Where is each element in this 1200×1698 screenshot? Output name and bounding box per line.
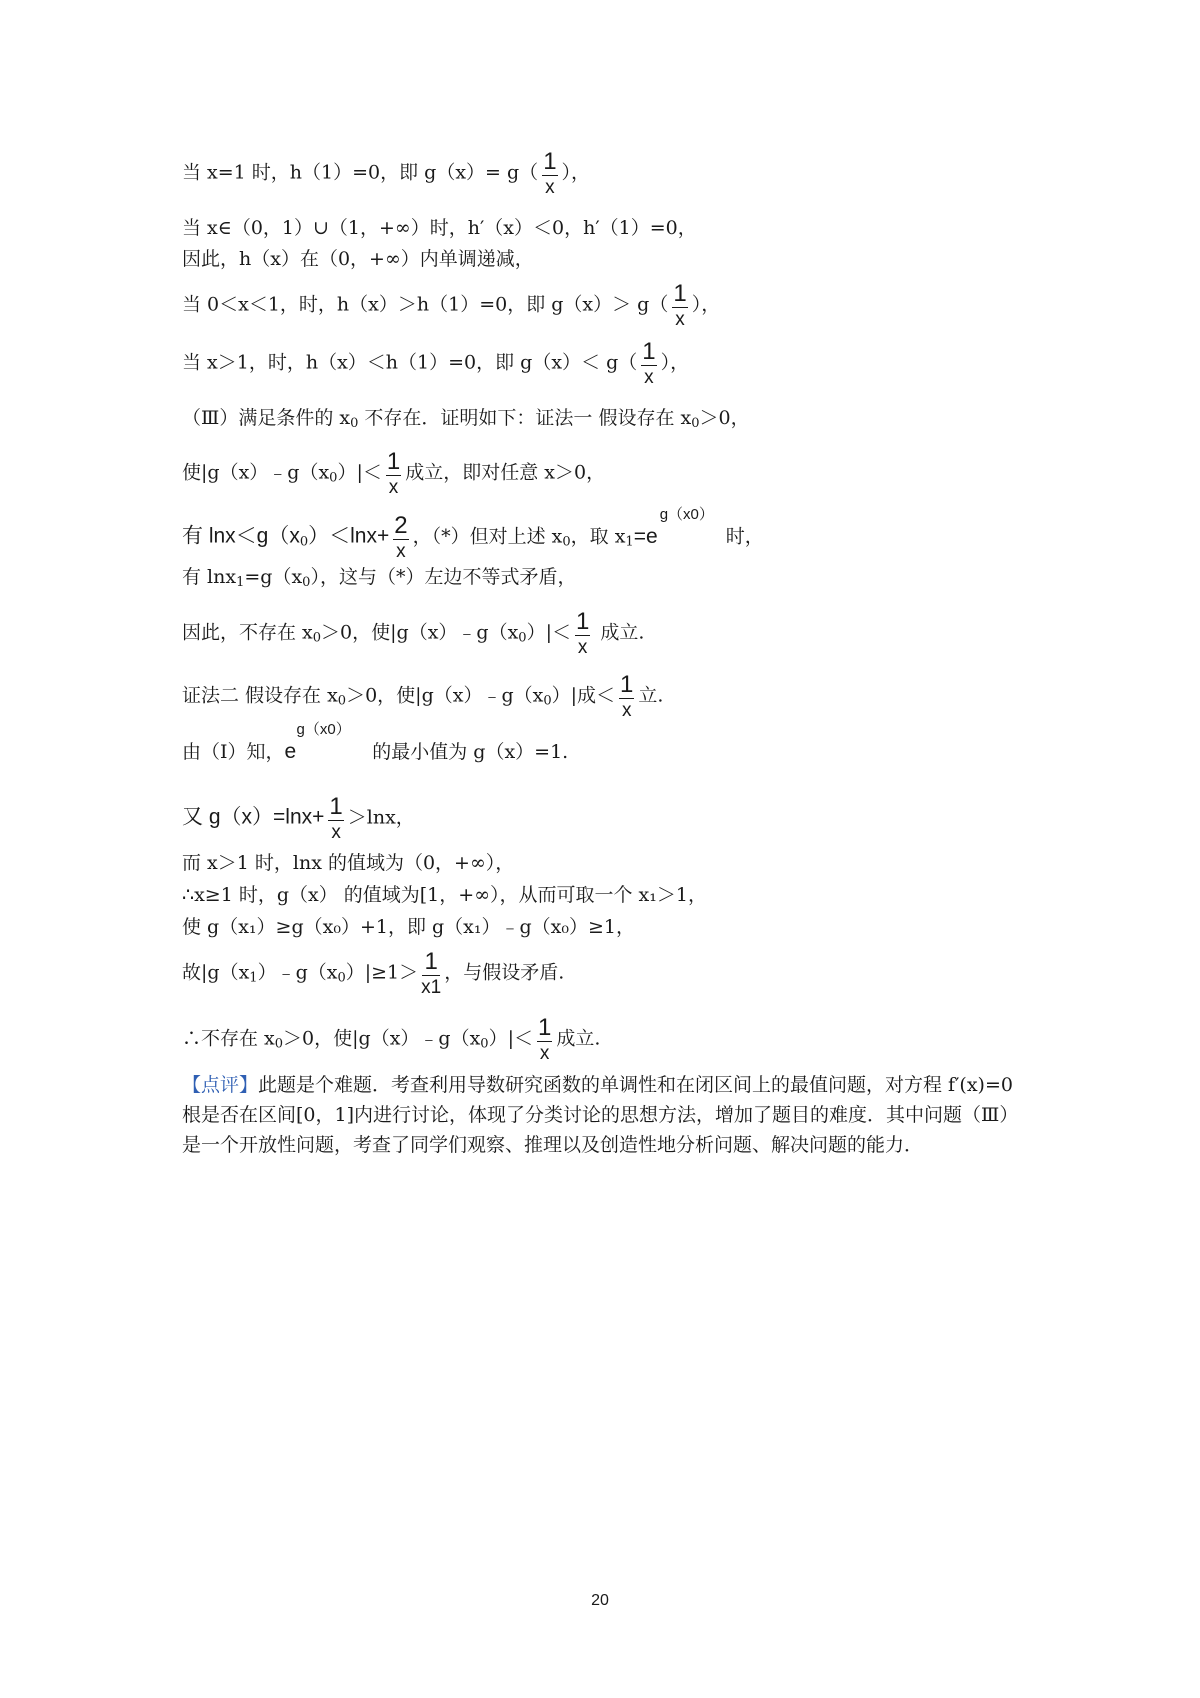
line-text: 因此，h（x）在（0，+∞）内单调递减， bbox=[182, 248, 534, 270]
subscript: 0 bbox=[562, 534, 571, 550]
subscript: 0 bbox=[518, 630, 527, 646]
solution-line-3 bbox=[182, 247, 534, 271]
line-text: 成立. bbox=[556, 1027, 601, 1050]
line-text: 当 0＜x＜1，时，h（x）＞h（1）=0，即 g（x）＞ g（ bbox=[182, 293, 669, 316]
line-text: ）|＜ bbox=[337, 461, 382, 484]
line-text: ∴x≥1 时，g（x） 的值域为[1，+∞），从而可取一个 x₁＞1， bbox=[182, 884, 707, 906]
line-text: ）|＜ bbox=[488, 1027, 533, 1050]
fraction-denominator: x bbox=[644, 367, 654, 388]
solution-line-13 bbox=[182, 795, 415, 842]
fraction bbox=[392, 514, 409, 561]
subscript: 1 bbox=[249, 970, 258, 986]
fraction bbox=[536, 1016, 553, 1063]
subscript: 0 bbox=[543, 693, 552, 709]
fraction-numerator: 1 bbox=[424, 948, 438, 975]
line-text: 成立，即对任意 x＞0， bbox=[405, 461, 606, 484]
solution-line-2 bbox=[182, 216, 697, 240]
fraction-numerator: 1 bbox=[329, 793, 343, 820]
comment-tag: 【点评】 bbox=[182, 1074, 259, 1096]
fraction-numerator: 2 bbox=[394, 512, 408, 539]
solution-line-17 bbox=[182, 950, 564, 997]
solution-line-8 bbox=[182, 505, 764, 562]
fraction bbox=[574, 610, 591, 657]
line-text: ＞0， bbox=[699, 407, 750, 429]
subscript: 0 bbox=[350, 416, 359, 431]
line-text: 当 x∈（0，1）∪（1，+∞）时，h′（x）＜0，h′（1）=0， bbox=[182, 217, 697, 239]
line-text: 成立. bbox=[594, 621, 645, 644]
line-text: ，取 x bbox=[570, 525, 626, 548]
line-text: 由（Ⅰ）知， bbox=[182, 741, 285, 763]
line-text: （Ⅲ）满足条件的 x bbox=[182, 407, 351, 429]
fraction-denominator: x bbox=[539, 1043, 550, 1064]
solution-line-10 bbox=[182, 610, 644, 657]
line-text: 有 lnx＜g（x bbox=[182, 524, 300, 548]
fraction bbox=[327, 795, 344, 842]
subscript: 0 bbox=[337, 970, 346, 986]
line-text: ）﹣g（x bbox=[257, 961, 338, 984]
subscript: 0 bbox=[337, 693, 347, 709]
subscript: 0 bbox=[329, 470, 338, 486]
line-text: ＞0，使|g（x）﹣g（x bbox=[346, 684, 544, 707]
comment-paragraph bbox=[182, 1070, 1032, 1160]
subscript: 0 bbox=[691, 416, 700, 431]
fraction-denominator: x bbox=[545, 177, 555, 198]
solution-line-4 bbox=[182, 282, 720, 329]
exponent-expression bbox=[284, 721, 351, 765]
line-text: ）＜lnx+ bbox=[308, 524, 390, 548]
fraction bbox=[671, 282, 688, 329]
fraction-denominator: x bbox=[388, 477, 399, 498]
solution-line-16 bbox=[182, 915, 635, 939]
solution-line-15 bbox=[182, 883, 707, 907]
fraction-denominator: x1 bbox=[421, 977, 442, 998]
line-text: ∴不存在 x bbox=[182, 1027, 275, 1050]
line-text: 使|g（x）﹣g（x bbox=[182, 461, 330, 484]
subscript: 0 bbox=[302, 575, 311, 590]
fraction-numerator: 1 bbox=[537, 1014, 552, 1041]
fraction bbox=[421, 950, 441, 997]
exponent-superscript: g（x0） bbox=[659, 505, 714, 523]
exponent-superscript: g（x0） bbox=[296, 721, 351, 738]
page-number: 20 bbox=[591, 1592, 609, 1609]
fraction-numerator: 1 bbox=[386, 448, 401, 475]
solution-line-9 bbox=[182, 565, 576, 595]
line-text: ）|成＜ bbox=[551, 684, 616, 707]
solution-line-14 bbox=[182, 851, 514, 875]
solution-line-11 bbox=[182, 673, 663, 720]
fraction bbox=[640, 340, 657, 387]
fraction-numerator: 1 bbox=[543, 148, 557, 175]
fraction-denominator: x bbox=[621, 700, 632, 721]
fraction-numerator: 1 bbox=[575, 608, 590, 635]
line-text: =g（x bbox=[244, 566, 303, 588]
comment-text: 此题是个难题．考查利用导数研究函数的单调性和在闭区间上的最值问题，对方程 f′(x)=0 根是否在区间[0，1]内进行讨论，体现了分类讨论的思想方法，增加了题目的难度．其中问题（Ⅲ）是一个开放性问题，考查了同学们观察、推理以及创造性地分析问题、解决问题的能力． bbox=[182, 1074, 1019, 1156]
line-text: 的最小值为 g（x）=1. bbox=[366, 741, 569, 763]
line-text: 而 x＞1 时，lnx 的值域为（0，+∞）， bbox=[182, 852, 515, 874]
fraction bbox=[541, 150, 558, 197]
fraction bbox=[618, 673, 635, 720]
line-text: 故|g（x bbox=[182, 961, 250, 984]
fraction-numerator: 1 bbox=[673, 280, 687, 307]
line-text: 当 x=1 时，h（1）=0，即 g（x）= g（ bbox=[182, 161, 539, 184]
solution-line-6 bbox=[182, 406, 750, 436]
line-text: ＞lnx， bbox=[347, 806, 415, 829]
solution-line-12 bbox=[182, 721, 569, 765]
line-text: ，（*）但对上述 x bbox=[412, 525, 563, 548]
line-text: ）， bbox=[691, 293, 721, 316]
subscript: 0 bbox=[480, 1036, 489, 1052]
line-text: ＞0，使|g（x）﹣g（x bbox=[283, 1027, 481, 1050]
line-text: ）|＜ bbox=[526, 621, 571, 644]
line-text: 有 lnx bbox=[182, 566, 237, 588]
fraction bbox=[385, 450, 402, 497]
subscript: 0 bbox=[299, 534, 309, 550]
exponent-base: e bbox=[284, 740, 297, 763]
fraction-denominator: x bbox=[675, 309, 685, 330]
line-text: 证法二 假设存在 x bbox=[182, 684, 338, 707]
subscript: 0 bbox=[312, 630, 322, 646]
exponent-expression bbox=[633, 505, 714, 550]
line-text: 时， bbox=[719, 525, 764, 548]
line-text: ）， bbox=[561, 161, 591, 184]
line-text: 因此，不存在 x bbox=[182, 621, 313, 644]
line-text: 不存在．证明如下：证法一 假设存在 x bbox=[358, 407, 692, 429]
line-text: 当 x＞1，时，h（x）＜h（1）=0，即 g（x）＜ g（ bbox=[182, 351, 638, 374]
line-text: ，与假设矛盾. bbox=[444, 961, 565, 984]
fraction-denominator: x bbox=[396, 541, 406, 562]
exponent-base: =e bbox=[633, 524, 658, 548]
subscript: 1 bbox=[236, 575, 245, 590]
line-text: ），这与（*）左边不等式矛盾， bbox=[310, 566, 577, 588]
solution-line-7 bbox=[182, 450, 605, 497]
fraction-denominator: x bbox=[331, 822, 341, 843]
line-text: ）|≥1＞ bbox=[345, 961, 419, 984]
subscript: 1 bbox=[625, 534, 634, 550]
subscript: 0 bbox=[274, 1036, 284, 1052]
fraction-numerator: 1 bbox=[620, 671, 634, 698]
line-text: 立. bbox=[638, 684, 664, 707]
line-text: ＞0，使|g（x）﹣g（x bbox=[321, 621, 519, 644]
fraction-numerator: 1 bbox=[642, 338, 656, 365]
fraction-denominator: x bbox=[577, 637, 588, 658]
line-text: 使 g（x₁）≥g（x₀）+1，即 g（x₁）﹣g（x₀）≥1， bbox=[182, 916, 635, 938]
solution-line-5 bbox=[182, 340, 689, 387]
line-text: ）， bbox=[660, 351, 690, 374]
line-text: 又 g（x）=lnx+ bbox=[182, 805, 325, 829]
solution-line-1 bbox=[182, 150, 590, 197]
solution-line-18 bbox=[182, 1016, 600, 1063]
